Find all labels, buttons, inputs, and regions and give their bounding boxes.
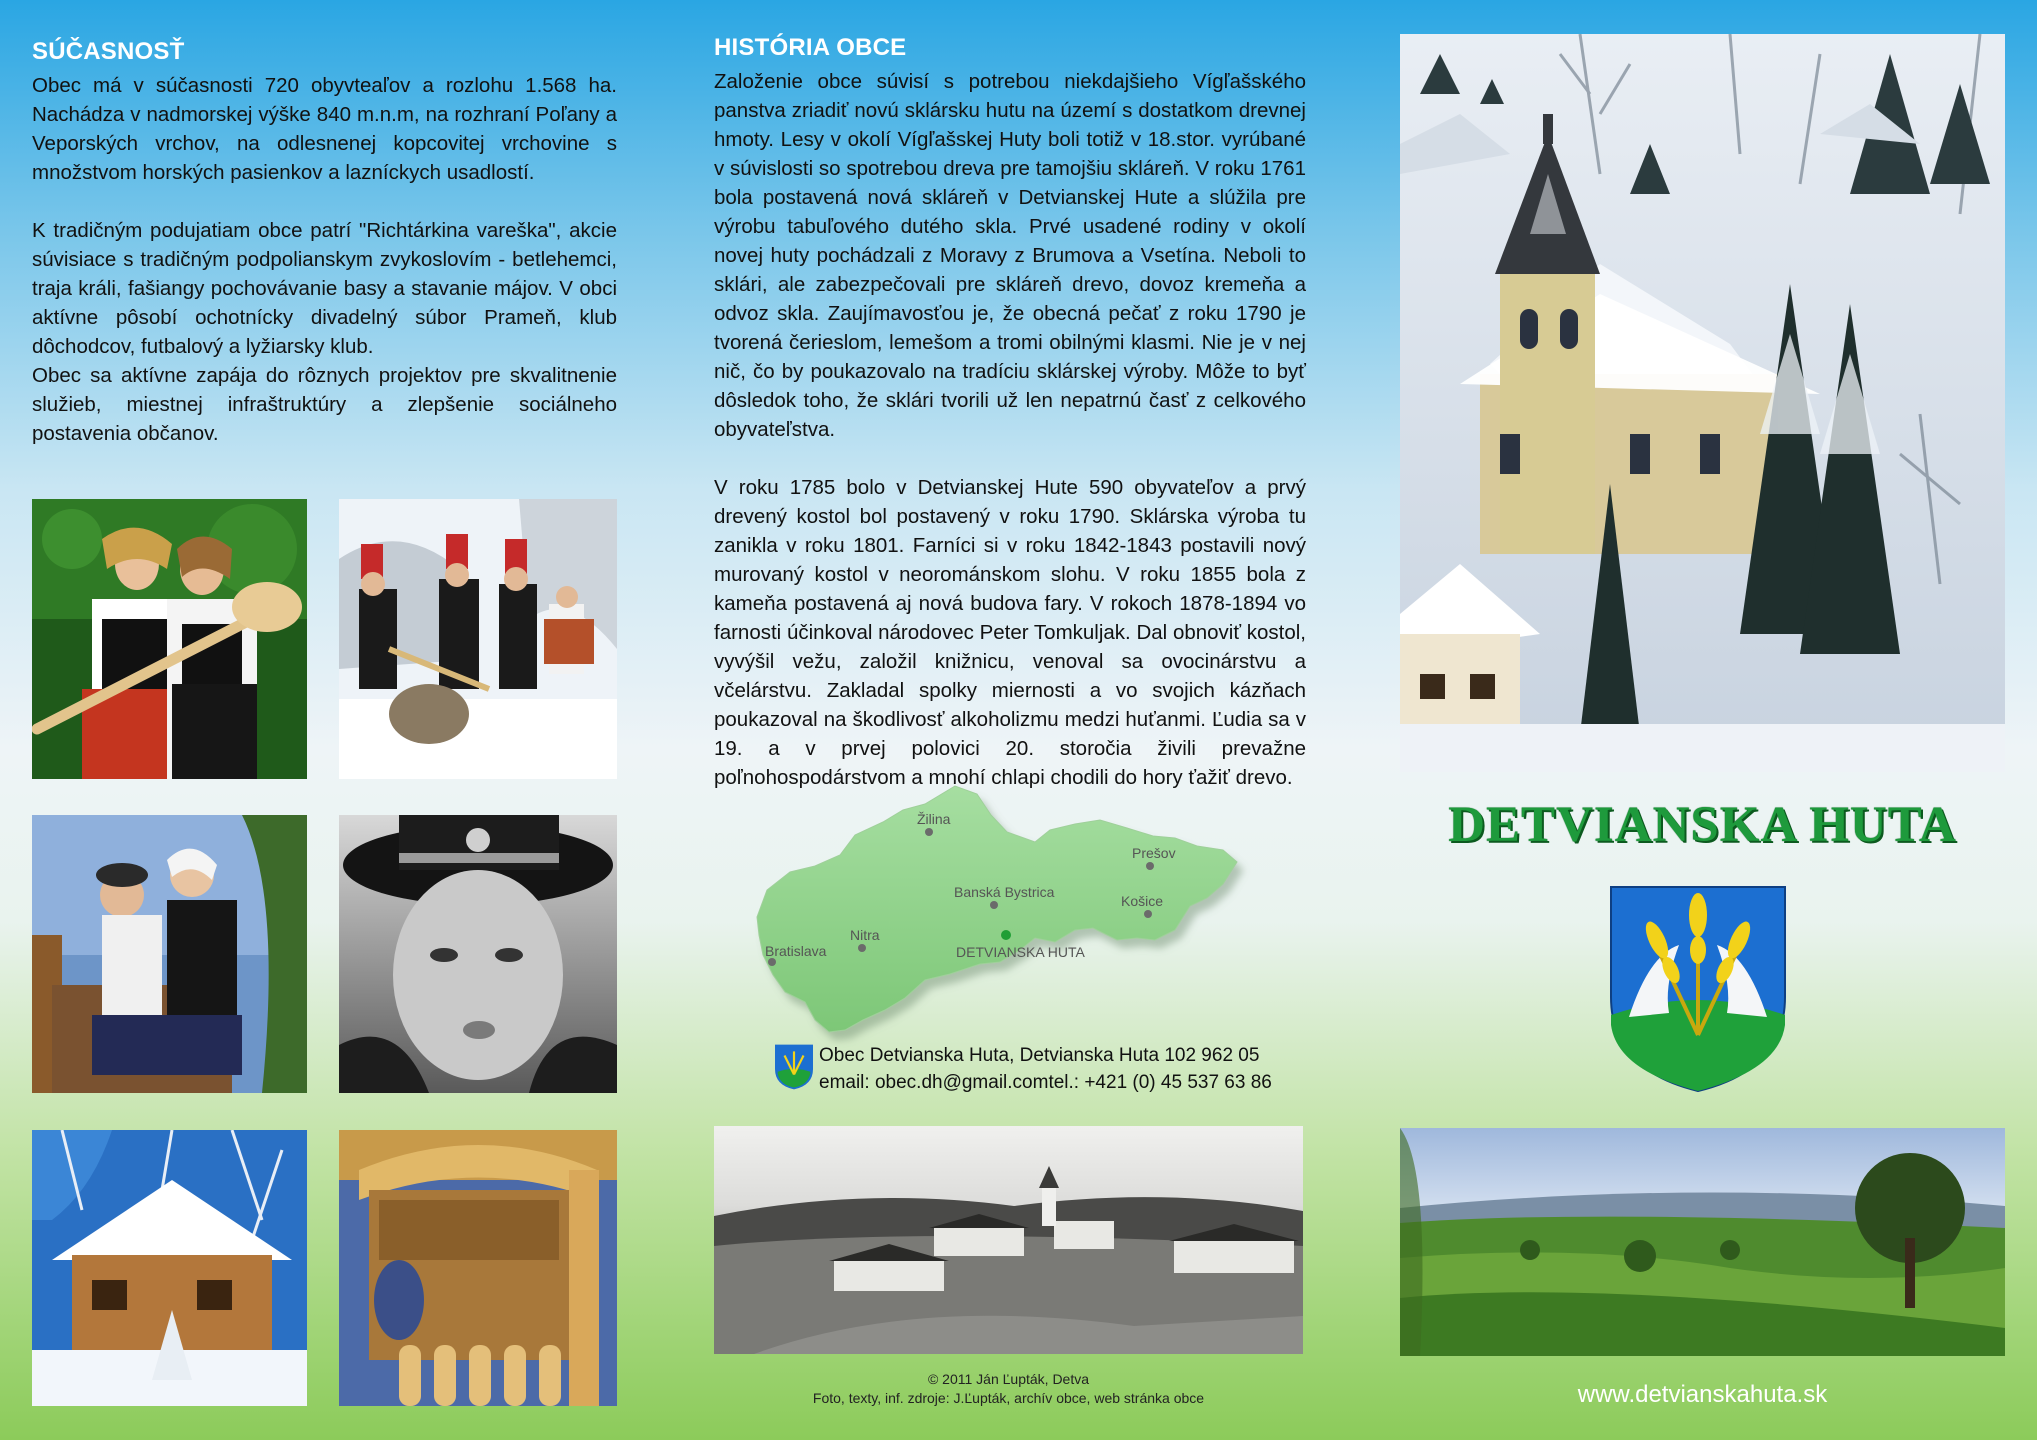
- photo-boy-hat: [339, 815, 617, 1093]
- history-paragraph-2: V roku 1785 bolo v Detvianskej Hute 590 obyvateľov a prvý drevený kostol bol postavený v roku 1790. Sklárska výroba tu zanikla v roku 1801. Farníci si v roku 1842-1843 postavili nový murovaný kostol v neorománskom slohu. V roku 1855 bola z kameňa postavená aj nová budova fary. V rokoch 1878-1894 vo farnosti účinkoval národovec Peter Tomkuljak. Dal obnoviť kostol, vyvýšil vežu, založil knižnicu, venoval sa ovocinárstvu a včelárstvu. Zakladal spolky miernosti a vo svojich kázňach poukazoval na škodlivosť alkoholizmu medzi huťanmi. Ľudia sa v 19. a v prvej polovici 20. storočia živili prevažne poľnohospodárstvom a mnohí chlapi chodili do hory ťažiť drevo.: [714, 476, 1306, 789]
- photo-folk-girls-spoon: [32, 499, 307, 779]
- website-link[interactable]: www.detvianskahuta.sk: [1577, 1381, 1828, 1408]
- map-dot-zilina: [925, 828, 933, 836]
- contact-email-phone: email: obec.dh@gmail.comtel.: +421 (0) 45 537 63 86: [819, 1072, 1272, 1093]
- map-dot-bratislava: [768, 958, 776, 966]
- map-label-detvianska-huta: DETVIANSKA HUTA: [956, 944, 1085, 960]
- map-dot-detvianska-huta: [1001, 930, 1011, 940]
- photo-carolers-snow: [339, 499, 617, 779]
- map-label-banska-bystrica: Banská Bystrica: [954, 884, 1055, 900]
- coat-of-arms-icon: [1609, 885, 1787, 1093]
- map-label-zilina: Žilina: [917, 811, 951, 827]
- map-label-nitra: Nitra: [850, 927, 880, 943]
- map-label-bratislava: Bratislava: [765, 943, 827, 959]
- photo-theatre-couple: [32, 815, 307, 1093]
- contact-address: Obec Detvianska Huta, Detvianska Huta 102 962 05: [819, 1045, 1260, 1066]
- credits-sources: Foto, texty, inf. zdroje: J.Ľupták, archív obce, web stránka obce: [812, 1390, 1205, 1406]
- section-heading-history: HISTÓRIA OBCE: [714, 34, 907, 61]
- map-dot-presov: [1146, 862, 1154, 870]
- map-dot-banska-bystrica: [990, 901, 998, 909]
- contact-info: [819, 1042, 1272, 1096]
- present-paragraph-3: Obec sa aktívne zapája do rôznych projektov pre skvalitnenie služieb, miestnej infraštruktúry a zlepšenie sociálneho postavenia občanov.: [32, 364, 617, 445]
- present-paragraph-1: Obec má v súčasnosti 720 obyvteaľov a rozlohu 1.568 ha. Nachádza v nadmorskej výške 840 m.n.m, na rozhraní Poľany a Veporských vrchov, na odlesnenej kopcovitej vrchovine s množstvom horských pasienkov a lazníckych usadlostí.: [32, 74, 617, 184]
- map-label-kosice: Košice: [1121, 893, 1164, 909]
- section-heading-present: SÚČASNOSŤ: [32, 38, 185, 65]
- village-title: DETVIANSKA HUTA: [1448, 797, 1957, 853]
- photo-summer-landscape: [1400, 1128, 2005, 1356]
- history-paragraph-1: Založenie obce súvisí s potrebou niekdajšieho Vígľašského panstva zriadiť novú sklársku hutu na území s dostatkom drevnej hmoty. Lesy v okolí Vígľašskej Huty boli totiž v 18.stor. vyrúbané v súvislosti so spotrebou dreva pre tamojšiu skláreň. V roku 1761 bola postavená nová skláreň v Detvianskej Hute a slúžila pre výrobu tabuľového dutého skla. Prvé usadené rodiny v okolí novej huty pochádzali z Moravy z Brumova a Vsetína. Neboli to sklári, ale zabezpečovali pre skláreň drevo, dovoz kremeňa a odvoz skla. Zaujímavosťou je, že obecná pečať z roku 1790 je tvorená čerieslom, lemešom a tromi obilnými klasmi. Nie je v nej nič, čo by poukazovalo na tradíciu sklárskej výroby. Môže to byť dôsledok toho, že sklári tvorili už len nepatrnú časť z celkového obyvateľstva.: [714, 70, 1306, 441]
- photo-wooden-sign: [339, 1130, 617, 1406]
- photo-wooden-house-winter: [32, 1130, 307, 1406]
- present-paragraph-2: K tradičným podujatiam obce patrí "Richtárkina vareška", akcie súvisiace s tradičným podpolianskym zvykoslovím - betlehemci, traja králi, fašiangy pochovávanie basy a stavanie májov. V obci aktívne pôsobí ochotnícky divadelný súbor Prameň, klub dôchodcov, futbalový a lyžiarsky klub.: [32, 219, 617, 358]
- map-dot-nitra: [858, 944, 866, 952]
- photo-historic-village: [714, 1126, 1303, 1354]
- photo-credits: [714, 1370, 1303, 1408]
- present-text: [32, 71, 617, 448]
- slovakia-map: [745, 780, 1273, 1060]
- map-dot-kosice: [1144, 910, 1152, 918]
- history-text: [714, 67, 1306, 792]
- photo-church-winter: [1400, 34, 2005, 772]
- map-land: [757, 786, 1237, 1032]
- map-label-presov: Prešov: [1132, 845, 1176, 861]
- coat-of-arms-small-icon: [775, 1044, 813, 1090]
- credits-copyright: © 2011 Ján Ľupták, Detva: [927, 1371, 1090, 1387]
